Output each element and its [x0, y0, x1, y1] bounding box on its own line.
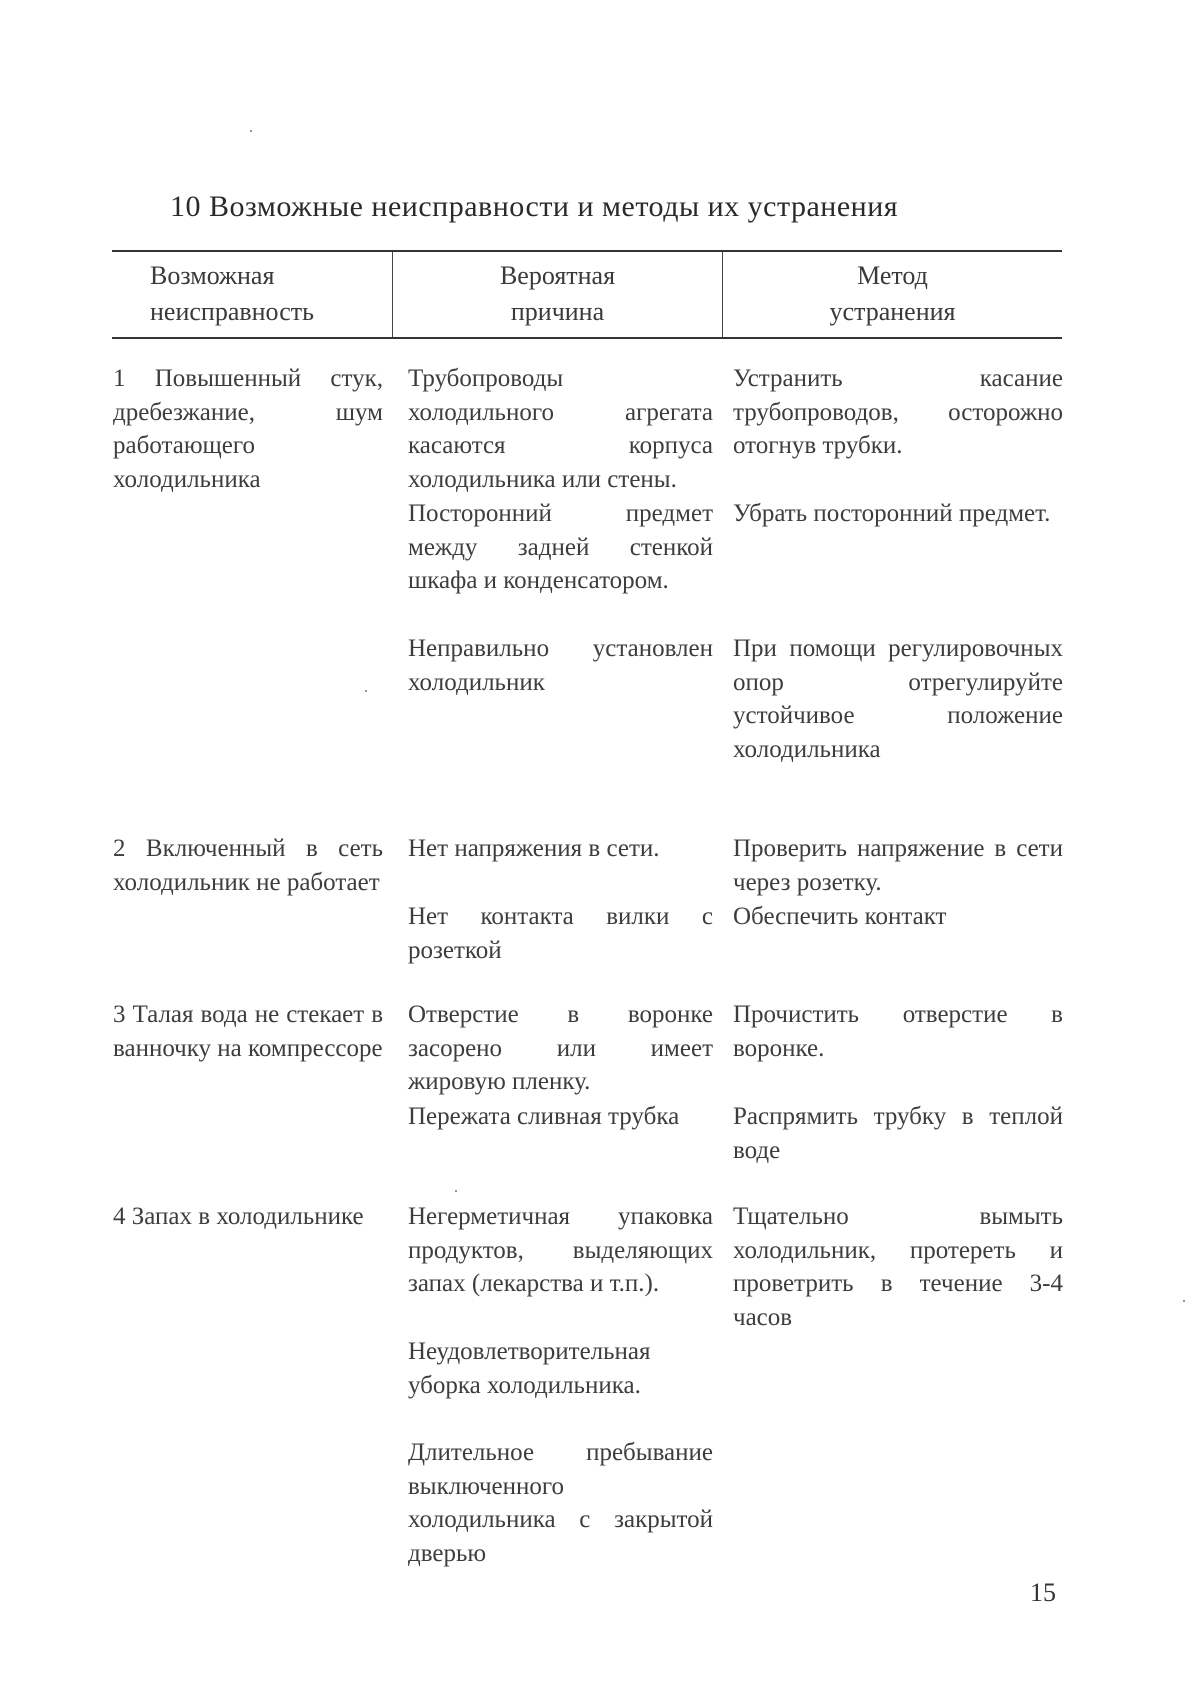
row-2-remedy-2: Обеспечить контакт	[733, 903, 947, 930]
row-1-cause-1: Трубопроводы холодильного агрегата касаются корпуса холодильника или стены.	[408, 365, 713, 493]
page-title: 10 Возможные неисправности и методы их устранения	[170, 190, 899, 223]
row-3-problem: 3 Талая вода не стекает в ванночку на компрессоре	[113, 1001, 383, 1062]
row-1-remedy-1: Устранить касание трубопроводов, осторожно отогнув трубки.	[733, 365, 1063, 459]
row-2-cause-2: Нет контакта вилки с розеткой	[408, 903, 713, 964]
header-remedy-method: Метод устранения	[829, 261, 956, 326]
row-1-cause-3: Неправильно установлен холодильник	[408, 635, 713, 696]
row-4-problem: 4 Запах в холодильнике	[113, 1203, 364, 1230]
row-3-remedy-1: Прочистить отверстие в воронке.	[733, 1001, 1063, 1062]
row-1-remedy-3: При помощи регулировочных опор отрегулируйте устойчивое положение холодильника	[733, 635, 1063, 763]
row-1-cause-2: Посторонний предмет между задней стенкой шкафа и конденсатором.	[408, 500, 713, 594]
header-probable-cause: Вероятная причина	[499, 261, 616, 326]
row-2-remedy-1: Проверить напряжение в сети через розетку.	[733, 835, 1063, 896]
row-2-problem: 2 Включенный в сеть холодильник не работает	[113, 835, 383, 896]
row-4-cause-2: Неудовлетворительная уборка холодильника.	[408, 1338, 651, 1399]
row-1-remedy-2: Убрать посторонний предмет.	[733, 500, 1051, 527]
row-4-remedy-1: Тщательно вымыть холодильник, протереть и проветрить в течение 3-4 часов	[733, 1203, 1063, 1331]
row-1-problem: 1 Повышенный стук, дребезжание, шум работающего холодильника	[113, 365, 383, 493]
scan-speck	[1183, 1300, 1185, 1302]
header-divider-1	[392, 252, 393, 337]
row-2-cause-1: Нет напряжения в сети.	[408, 835, 660, 862]
page-number: 15	[1030, 1578, 1056, 1607]
row-4-cause-3: Длительное пребывание выключенного холодильника с закрытой дверью	[408, 1439, 713, 1567]
row-3-remedy-2: Распрямить трубку в теплой воде	[733, 1103, 1063, 1164]
row-3-cause-2: Пережата сливная трубка	[408, 1103, 680, 1130]
table-header-rule	[112, 337, 1062, 339]
header-divider-2	[722, 252, 723, 337]
scan-speck	[250, 130, 252, 132]
row-3-cause-1: Отверстие в воронке засорено или имеет жировую пленку.	[408, 1001, 713, 1095]
header-possible-fault: Возможная неисправность	[150, 261, 314, 326]
table-top-rule	[112, 250, 1062, 252]
scan-speck	[365, 690, 367, 692]
row-4-cause-1: Негерметичная упаковка продуктов, выделяющих запах (лекарства и т.п.).	[408, 1203, 713, 1297]
scan-speck	[455, 1190, 457, 1192]
